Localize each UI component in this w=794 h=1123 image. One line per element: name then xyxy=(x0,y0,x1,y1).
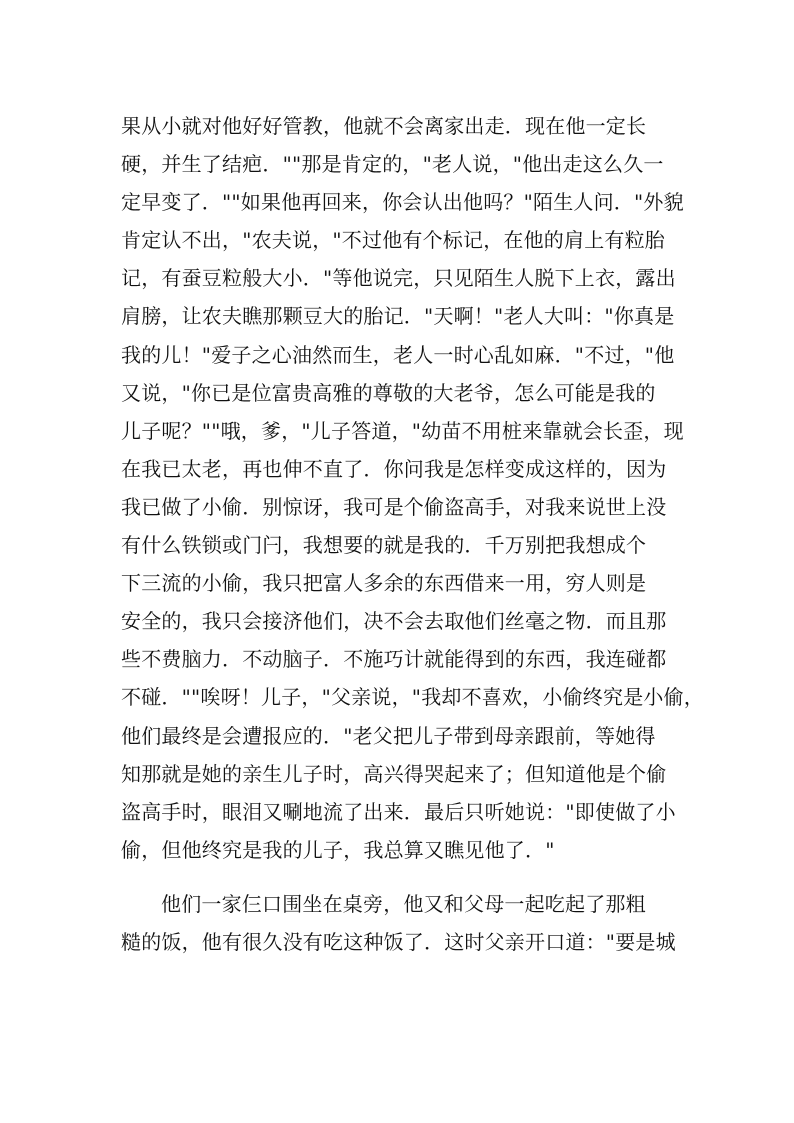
text-line: 记，有蚕豆粒般大小．"等他说完，只见陌生人脱下上衣，露出 xyxy=(121,266,676,291)
text-line: 我已做了小偷．别惊讶，我可是个偷盗高手，对我来说世上没 xyxy=(121,494,667,519)
text-line: 偷，但他终究是我的儿子，我总算又瞧见他了．" xyxy=(121,837,555,862)
text-line: 安全的，我只会接济他们，决不会去取他们丝毫之物．而且那 xyxy=(121,609,667,634)
text-line: 定早变了．""如果他再回来，你会认出他吗？"陌生人问．"外貌 xyxy=(121,190,684,215)
text-line: 我的儿！"爱子之心油然而生，老人一时心乱如麻．"不过，"他 xyxy=(121,342,675,367)
body-text xyxy=(121,107,704,961)
text-line: 不碰．""唉呀！儿子，"父亲说，"我却不喜欢，小偷终究是小偷， xyxy=(121,685,704,710)
text-line: 他们一家仨口围坐在桌旁，他又和父母一起吃起了那粗 xyxy=(161,891,646,916)
text-line: 肯定认不出，"农夫说，"不过他有个标记，在他的肩上有粒胎 xyxy=(121,228,665,253)
text-line: 他们最终是会遭报应的．"老父把儿子带到母亲跟前，等她得 xyxy=(121,723,656,748)
text-line: 有什么铁锁或门闩，我想要的就是我的．千万别把我想成个 xyxy=(121,533,647,558)
text-line: 肩膀，让农夫瞧那颗豆大的胎记．"天啊！"老人大叫："你真是 xyxy=(121,304,675,329)
text-line: 糙的饭，他有很久没有吃这种饭了．这时父亲开口道："要是城 xyxy=(121,929,676,954)
text-line: 些不费脑力．不动脑子．不施巧计就能得到的东西，我连碰都 xyxy=(121,647,667,672)
text-line: 知那就是她的亲生儿子时，高兴得哭起来了；但知道他是个偷 xyxy=(121,761,667,786)
text-line: 果从小就对他好好管教，他就不会离家出走．现在他一定长 xyxy=(121,114,647,138)
text-line: 又说，"你已是位富贵高雅的尊敬的大老爷，怎么可能是我的 xyxy=(121,380,656,405)
text-line: 下三流的小偷，我只把富人多余的东西借来一用，穷人则是 xyxy=(121,571,647,596)
text-line: 盗高手时，眼泪又唰地流了出来．最后只听她说："即使做了小 xyxy=(121,799,676,824)
text-line: 儿子呢？""哦，爹，"儿子答道，"幼苗不用桩来靠就会长歪，现 xyxy=(121,418,684,443)
paragraph-break xyxy=(121,869,686,885)
text-line: 在我已太老，再也伸不直了．你问我是怎样变成这样的，因为 xyxy=(121,456,667,481)
text-line: 硬，并生了结疤．""那是肯定的，"老人说，"他出走这么久一 xyxy=(121,152,664,177)
